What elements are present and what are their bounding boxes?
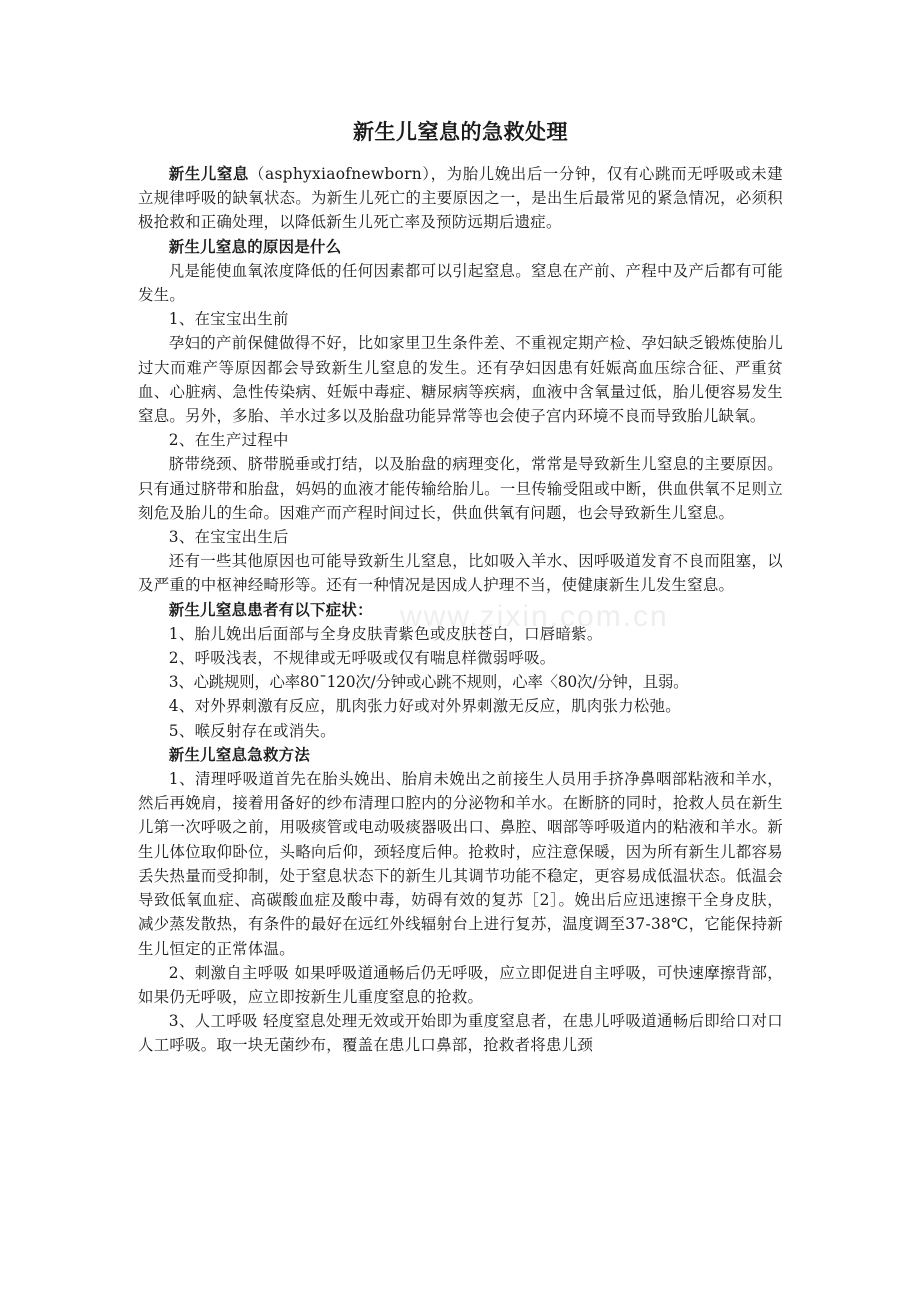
first-aid-step: 2、刺激自主呼吸 如果呼吸道通畅后仍无呼吸，应立即促进自主呼吸，可快速摩擦背部，如果仍无呼吸，应立即按新生儿重度窒息的抢救。 xyxy=(138,963,783,1006)
intro-term: 新生儿窒息 xyxy=(168,165,249,183)
symptom-item: 1、胎儿娩出后面部与全身皮肤青紫色或皮肤苍白，口唇暗紫。 xyxy=(168,624,603,643)
symptom-item: 4、对外界刺激有反应，肌肉张力好或对外界刺激无反应，肌肉张力松弛。 xyxy=(168,697,681,716)
section-heading-symptoms: 新生儿窒息患者有以下症状： xyxy=(168,600,373,619)
during-labor-paragraph: 脐带绕颈、脐带脱垂或打结，以及胎盘的病理变化，常常是导致新生儿窒息的主要原因。只有通过脐带和胎盘，妈妈的血液才能传输给胎儿。一旦传输受阻或中断，供血供氧不足则立刻危及胎儿的生命。因难产而产程时间过长，供血供氧有问题，也会导致新生儿窒息。 xyxy=(138,455,783,522)
watermark: www.zixin.com.cn xyxy=(400,600,669,633)
intro-paragraph xyxy=(138,162,783,235)
symptom-item: 5、喉反射存在或消失。 xyxy=(168,721,336,740)
intro-text: （asphyxiaofnewborn），为胎儿娩出后一分钟，仅有心跳而无呼吸或未建立规律呼吸的缺氧状态。为新生儿死亡的主要原因之一，是出生后最常见的紧急情况，必须积极抢救和正确处理，以降低新生儿死亡率及预防远期后遗症。 xyxy=(138,165,783,232)
cause-item-after-birth: 3、在宝宝出生后 xyxy=(168,528,289,547)
causes-paragraph: 凡是能使血氧浓度降低的任何因素都可以引起窒息。窒息在产前、产程中及产后都有可能发生。 xyxy=(138,261,783,305)
first-aid-step: 3、人工呼吸 轻度窒息处理无效或开始即为重度窒息者，在患儿呼吸道通畅后即给口对口人工呼吸。取一块无菌纱布，覆盖在患儿口鼻部，抢救者将患儿颈 xyxy=(138,1012,783,1055)
document-page xyxy=(138,112,783,1058)
symptom-item: 3、心跳规则，心率80¯120次/分钟或心跳不规则，心率〈80次/分钟，且弱。 xyxy=(168,673,689,692)
after-birth-paragraph: 还有一些其他原因也可能导致新生儿窒息，比如吸入羊水、因呼吸道发育不良而阻塞，以及严重的中枢神经畸形等。还有一种情况是因成人护理不当，使健康新生儿发生窒息。 xyxy=(138,552,783,595)
symptom-item: 2、呼吸浅表，不规律或无呼吸或仅有喘息样微弱呼吸。 xyxy=(168,649,556,668)
cause-item-before-birth: 1、在宝宝出生前 xyxy=(168,310,289,329)
section-heading-causes: 新生儿窒息的原因是什么 xyxy=(168,237,342,256)
section-heading-first-aid: 新生儿窒息急救方法 xyxy=(168,745,311,764)
cause-item-during-labor: 2、在生产过程中 xyxy=(168,431,289,450)
page-title: 新生儿窒息的急救处理 xyxy=(353,120,568,144)
first-aid-step: 1、清理呼吸道首先在胎头娩出、胎肩未娩出之前接生人员用手挤净鼻咽部粘液和羊水，然后再娩肩，接着用备好的纱布清理口腔内的分泌物和羊水。在断脐的同时，抢救人员在新生儿第一次呼吸之前，用吸痰管或电动吸痰器吸出口、鼻腔、咽部等呼吸道内的粘液和羊水。新生儿体位取仰卧位，头略向后仰，颈轻度后伸。抢救时，应注意保暖，因为所有新生儿都容易丢失热量而受抑制，处于窒息状态下的新生儿其调节功能不稳定，更容易成低温状态。低温会导致低氧血症、高碳酸血症及酸中毒，妨碍有效的复苏［2］。娩出后应迅速擦干全身皮肤，减少蒸发散热，有条件的最好在远红外线辐射台上进行复苏，温度调至37-38℃，它能保持新生儿恒定的正常体温。 xyxy=(138,770,783,958)
before-birth-paragraph: 孕妇的产前保健做得不好，比如家里卫生条件差、不重视定期产检、孕妇缺乏锻炼使胎儿过大而难产等原因都会导致新生儿窒息的发生。还有孕妇因患有妊娠高血压综合征、严重贫血、心脏病、急性传染病、妊娠中毒症、糖尿病等疾病，血液中含氧量过低，胎儿便容易发生窒息。另外，多胎、羊水过多以及胎盘功能异常等也会使子宫内环境不良而导致胎儿缺氧。 xyxy=(138,334,783,426)
